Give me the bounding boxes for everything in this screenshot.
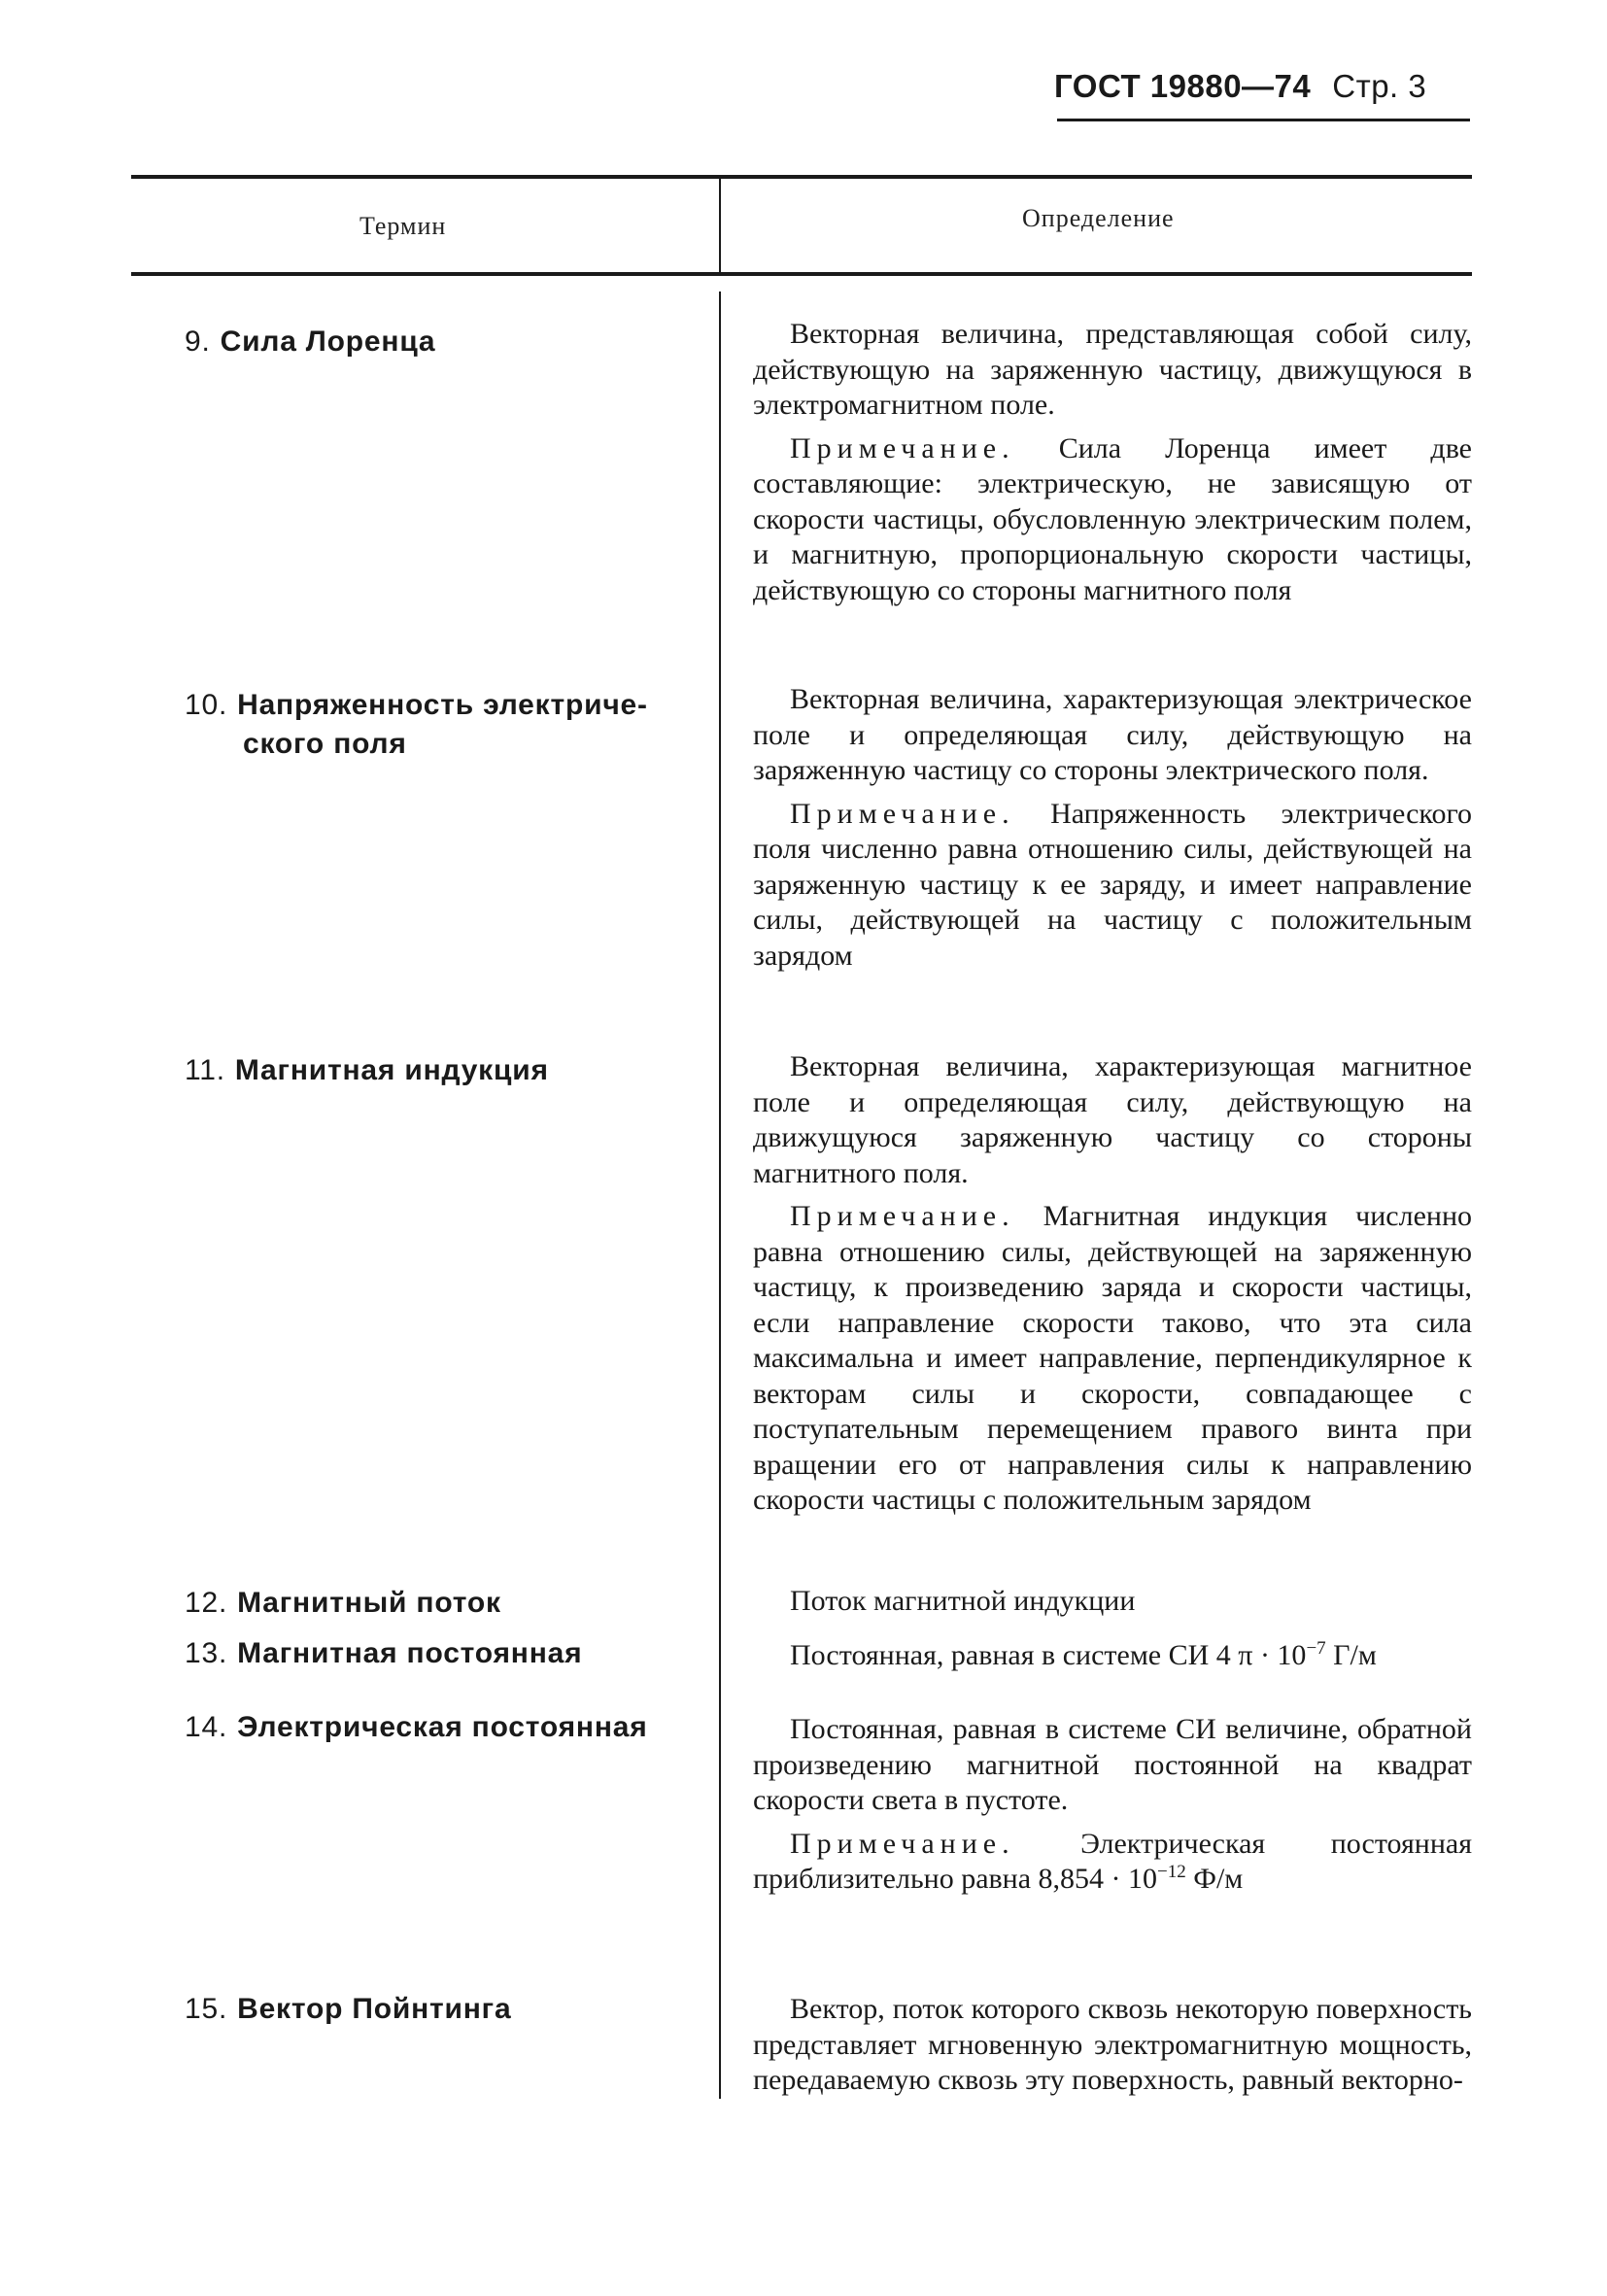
note-label: Примечание. xyxy=(790,1200,1015,1232)
definition-main: Постоянная, равная в системе СИ xyxy=(790,1639,1210,1671)
definition-14 xyxy=(753,1712,1472,1905)
note-text: Напряженность электрического поля численно равна отношению силы, действующей на заряженную частицу к ее заряду, и имеет направление силы, действующей на частицу с положительным зарядом xyxy=(753,797,1472,972)
term-text: Электрическая постоянная xyxy=(237,1711,648,1743)
definition-13 xyxy=(753,1638,1472,1682)
definition-value: 4 π · 10 xyxy=(1215,1639,1307,1671)
definition-text: Вектор, поток которого сквозь некоторую поверхность представляет мгновенную электромагнитную мощность, передаваемую сквозь эту поверхность, равный векторно- xyxy=(753,1993,1472,2096)
definition-11 xyxy=(753,1049,1472,1526)
term-14 xyxy=(185,1708,709,1747)
term-text: Магнитная индукция xyxy=(234,1054,549,1086)
definition-15 xyxy=(753,1992,1472,2107)
note-text: Электрическая постоянная приблизительно равна xyxy=(753,1827,1472,1895)
term-text: Напряженность электриче- xyxy=(237,689,648,721)
term-number: 15. xyxy=(185,1993,228,2025)
note-label: Примечание. xyxy=(790,431,1015,464)
term-11 xyxy=(185,1051,709,1090)
term-15 xyxy=(185,1990,709,2029)
definition-12 xyxy=(753,1584,1472,1628)
header-rule xyxy=(1057,119,1470,121)
definition-9 xyxy=(753,317,1472,616)
definition-note xyxy=(753,431,1472,609)
note-label: Примечание. xyxy=(790,797,1015,830)
note-text: Магнитная индукция численно равна отношению силы, действующей на заряженную частицу, к произведению заряда и скорости частицы, если направление скорости таково, что эта сила максимальна и имеет направление, перпендикулярное к векторам силы и скорости, совпадающее с поступательным перемещением правого винта при вращении его от направления силы к направлению скорости частицы с положительным зарядом xyxy=(753,1200,1472,1516)
term-text: Вектор Пойнтинга xyxy=(237,1993,512,2025)
note-text: Сила Лоренца имеет две составляющие: электрическую, не зависящую от скорости частицы, обусловленную электрическим полем, и магнитную, пропорциональную скорости частицы, действующую со стороны магнитного поля xyxy=(753,431,1472,606)
body-column-separator xyxy=(719,291,721,2099)
definition-text: Поток магнитной индукции xyxy=(790,1585,1136,1617)
table-header-rule xyxy=(131,272,1472,276)
definition-text: Векторная величина, характеризующая магнитное поле и определяющая силу, действующую на движущуюся заряженную частицу со стороны магнитного поля. xyxy=(753,1050,1472,1189)
term-13 xyxy=(185,1634,709,1673)
definition-text: Постоянная, равная в системе СИ величине, обратной произведению магнитной постоянной на квадрат скорости света в пустоте. xyxy=(753,1713,1472,1816)
note-label: Примечание. xyxy=(790,1827,1015,1860)
definition-unit: Г/м xyxy=(1333,1639,1377,1671)
term-number: 9. xyxy=(185,326,211,358)
term-10 xyxy=(185,686,709,764)
definition-text xyxy=(753,1638,1472,1674)
note-exponent: −12 xyxy=(1157,1862,1186,1882)
page-number: Стр. 3 xyxy=(1332,68,1427,104)
term-text: Сила Лоренца xyxy=(220,326,436,358)
definition-note xyxy=(753,797,1472,975)
term-12 xyxy=(185,1584,709,1623)
term-number: 11. xyxy=(185,1054,225,1086)
term-text-continued: ского поля xyxy=(243,728,407,760)
note-unit: Ф/м xyxy=(1193,1863,1244,1895)
definition-note xyxy=(753,1827,1472,1898)
term-text: Магнитный поток xyxy=(237,1587,501,1619)
term-number: 12. xyxy=(185,1587,228,1619)
column-header-definition: Определение xyxy=(1022,204,1175,232)
term-number: 14. xyxy=(185,1711,228,1743)
term-number: 10. xyxy=(185,689,228,721)
header-column-separator xyxy=(719,179,721,272)
column-header-term: Термин xyxy=(359,212,447,240)
note-value: 8,854 · 10 xyxy=(1038,1863,1158,1895)
definition-text: Векторная величина, характеризующая электрическое поле и определяющая силу, действующую на заряженную частицу со стороны электрического поля. xyxy=(753,683,1472,786)
term-text: Магнитная постоянная xyxy=(237,1637,583,1669)
definition-note xyxy=(753,1199,1472,1519)
term-number: 13. xyxy=(185,1637,228,1669)
standard-number: ГОСТ 19880—74 xyxy=(1054,68,1312,104)
page-header xyxy=(1054,68,1472,126)
definition-text: Векторная величина, представляющая собой силу, действующую на заряженную частицу, движущуюся в электромагнитном поле. xyxy=(753,318,1472,421)
term-9 xyxy=(185,323,709,361)
definition-exponent: −7 xyxy=(1306,1638,1326,1659)
table-top-rule xyxy=(131,175,1472,179)
definition-10 xyxy=(753,682,1472,981)
